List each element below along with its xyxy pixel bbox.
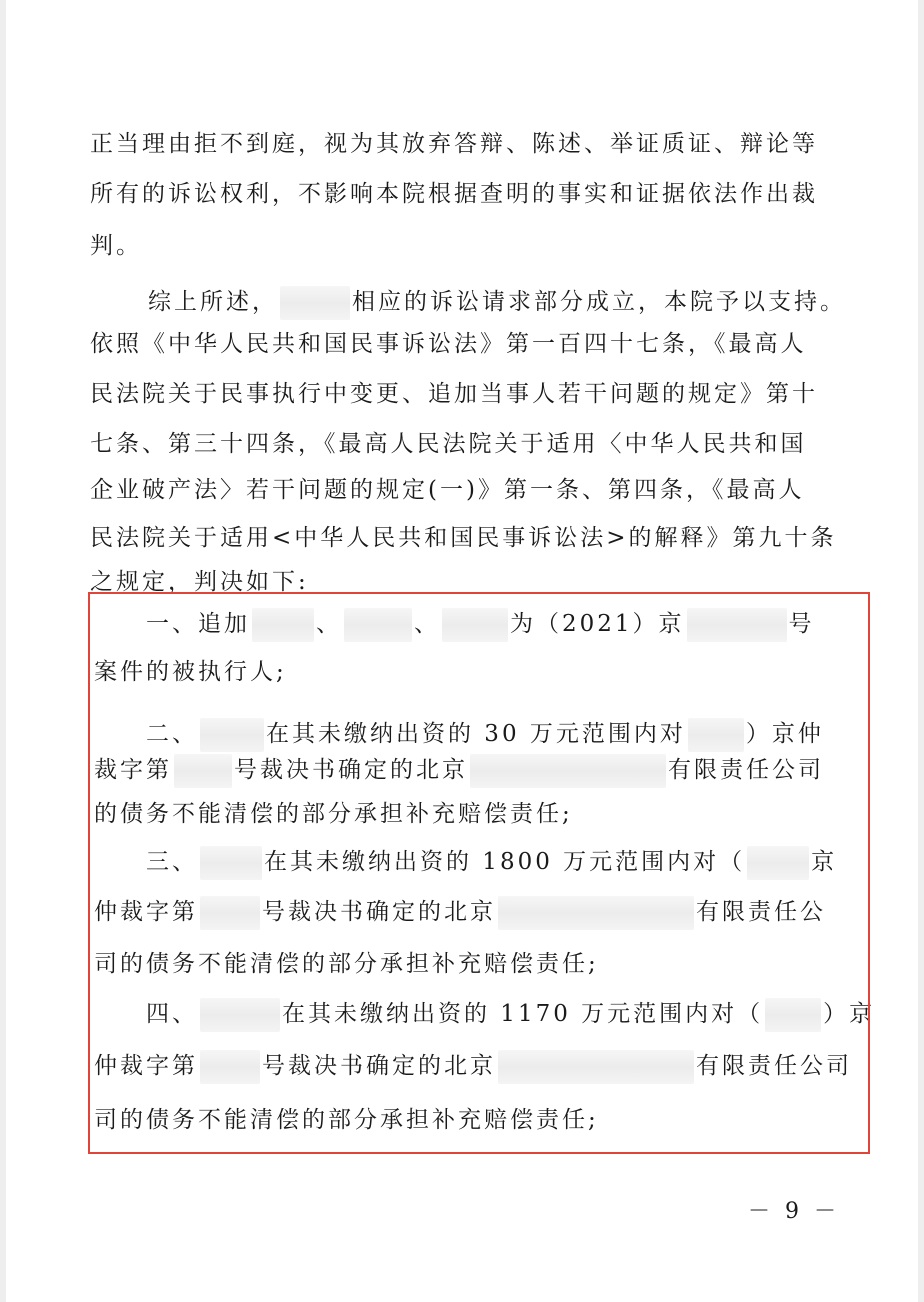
body-text-line: 所有的诉讼权利，不影响本院根据查明的事实和证据依法作出裁 [90,181,818,207]
judgment-item-2-cont [94,750,824,790]
redaction-block [470,754,666,788]
redaction-block [747,846,809,880]
text-span: 仲裁字第 [94,1053,198,1079]
judgment-item-3-cont [94,892,826,932]
body-text-line: 之规定，判决如下: [90,569,309,595]
text-span: 京 [811,849,838,875]
judgment-item-1 [146,604,815,644]
body-text-line: 民法院关于适用<中华人民共和国民事诉讼法>的解释》第九十条 [90,525,837,551]
judgment-item-2-cont: 的债务不能清偿的部分承担补充赔偿责任; [94,801,573,827]
judgment-item-4-cont: 司的债务不能清偿的部分承担补充赔偿责任; [94,1107,599,1133]
body-text-line: 企业破产法〉若干问题的规定(一)》第一条、第四条，《最高人 [90,477,805,503]
judgment-item-4-cont [94,1046,852,1086]
text-span: ）京仲 [745,721,824,747]
redaction-block [344,608,412,642]
text-span: 一、追加 [146,611,250,637]
page-number: － 9 － [748,1199,840,1224]
text-span: 、 [414,611,440,637]
redaction-block [280,286,350,320]
body-text-line [148,282,846,322]
body-text-line: 判。 [90,233,142,259]
text-span: 有限责任公 [696,899,826,925]
judgment-item-2 [146,714,824,754]
judgment-item-1-cont: 案件的被执行人; [94,659,287,685]
body-text-line: 正当理由拒不到庭，视为其放弃答辩、陈述、举证质证、辩论等 [90,131,818,157]
body-text-line: 七条、第三十四条，《最高人民法院关于适用〈中华人民共和国 [90,431,807,457]
judgment-item-3 [146,842,837,882]
text-span: 相应的诉讼请求部分成立，本院予以支持。 [352,289,846,315]
redaction-block [200,1050,260,1084]
redaction-block [498,1050,694,1084]
redaction-block [765,998,821,1032]
redaction-block [200,896,260,930]
redaction-block [687,608,787,642]
body-text-line: 依照《中华人民共和国民事诉讼法》第一百四十七条，《最高人 [90,331,807,357]
redaction-block [688,718,744,752]
document-page [6,0,918,1302]
text-span: 号 [788,611,815,637]
text-span: 有限责任公司 [668,757,824,783]
text-span: 二、 [146,721,198,747]
text-span: 四、 [146,1001,198,1027]
judgment-item-3-cont: 司的债务不能清偿的部分承担补充赔偿责任; [94,951,599,977]
redaction-block [174,754,232,788]
text-span: 裁字第 [94,757,172,783]
text-span: 仲裁字第 [94,899,198,925]
text-span: 有限责任公司 [696,1053,852,1079]
text-span: 综上所述， [148,289,278,315]
text-span: 、 [316,611,342,637]
redaction-block [252,608,314,642]
text-span: 号裁决书确定的北京 [234,757,468,783]
text-span: 三、 [146,849,198,875]
text-span: ）京 [823,1001,876,1027]
redaction-block [498,896,694,930]
text-span: 为（2021）京 [510,611,685,637]
redaction-block [200,718,264,752]
redaction-block [200,846,262,880]
judgment-item-4 [146,994,875,1034]
redaction-block [442,608,508,642]
redaction-block [200,998,280,1032]
text-span: 在其未缴纳出资的 1800 万元范围内对（ [264,849,746,875]
text-span: 在其未缴纳出资的 30 万元范围内对 [266,721,686,747]
text-span: 在其未缴纳出资的 1170 万元范围内对（ [282,1001,764,1027]
text-span: 号裁决书确定的北京 [262,899,496,925]
body-text-line: 民法院关于民事执行中变更、追加当事人若干问题的规定》第十 [90,381,818,407]
text-span: 号裁决书确定的北京 [262,1053,496,1079]
